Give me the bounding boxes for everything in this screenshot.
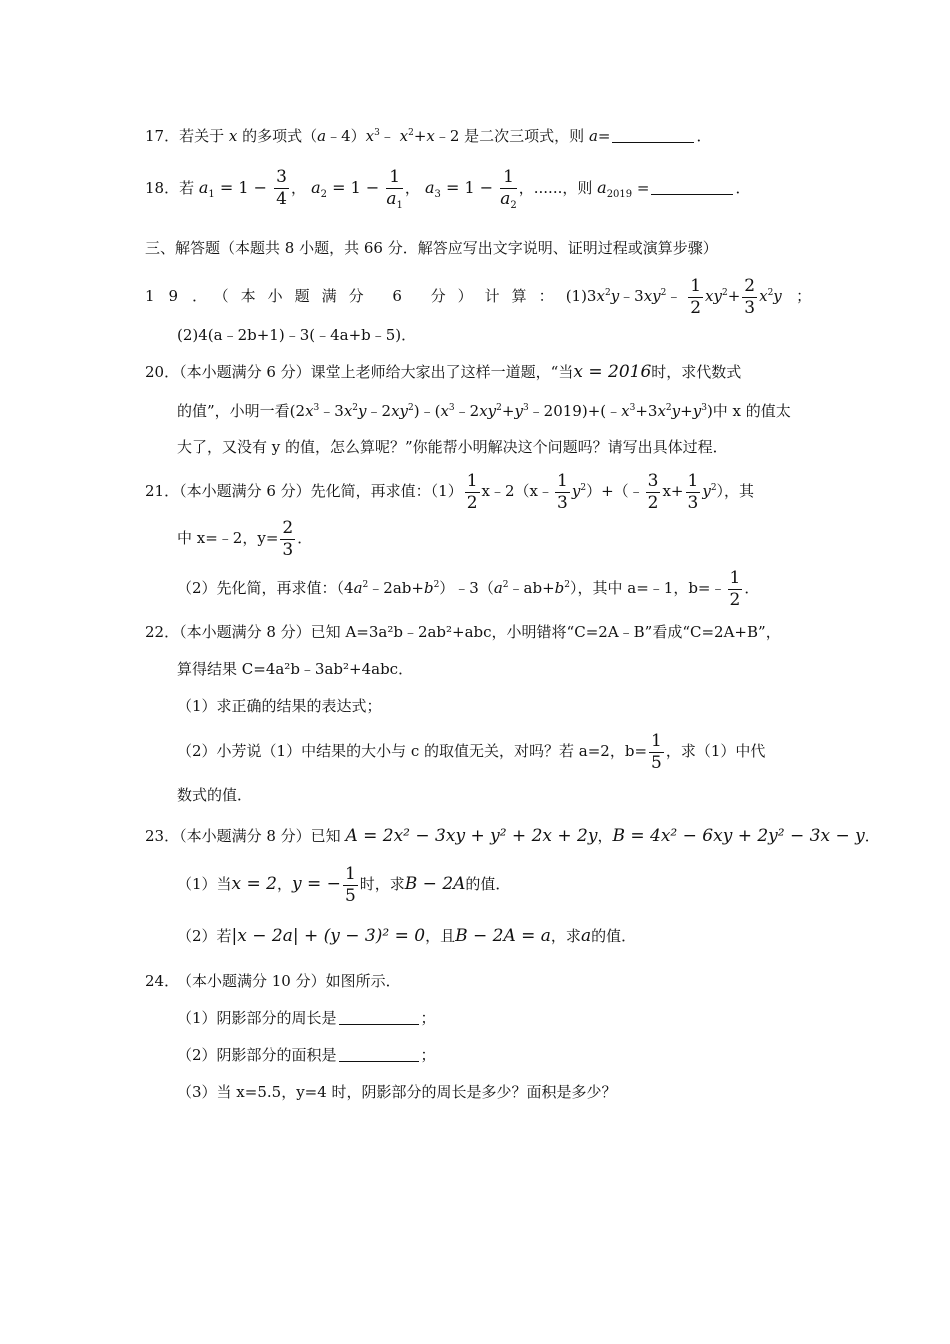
question-20-line1: 20．（本小题满分 6 分）课堂上老师给大家出了这样一道题，“当x = 2016时，求代数式 — [145, 362, 742, 382]
question-23-part1: （1）当x = 2，y = − $\frac{1}{5}$ 时，求B − 2A的值． — [177, 863, 511, 906]
question-17: 17．若关于 x 的多项式$(a﹣4)x^3﹣$ $x^2+x﹣2$ 是二次三项式，则 a= ． — [145, 127, 712, 145]
question-24-line1: 24．（本小题满分 10 分）如图所示． — [145, 972, 401, 990]
fraction: $\frac{1}{5}$ — [651, 730, 662, 773]
question-23-part2: （2）若|x − 2a| + (y − 3)² = 0，且B − 2A = a，求a的值． — [177, 926, 637, 946]
question-22-part2: （2）小芳说（1）中结果的大小与 c 的取值无关，对吗？若 a=2，b= $\frac{1}{5}$ ，求（1）中代 — [177, 730, 766, 773]
question-18: 18．若 $a_1 = 1$ − $\frac{3}{4}$ ， $a_2 = 1$ − $\frac{1}{a_1}$ ， $a_3 = 1$ − $\frac{1}{a_2}$ ，......，则 $a_{2019}$ = ． — [145, 167, 751, 211]
question-20-line2: 的值”，小明一看$(2x^3﹣3x^2y﹣2xy^2)﹣(x^3﹣2xy^2+y^3﹣2019)+(﹣x^3+3x^2y+y^3)$中 x 的值太 — [177, 402, 791, 420]
question-19: 19．（本小题满分 6 分）计算：$(1)3x^2y﹣3xy^2﹣$ $\frac{1}{2}$ $xy^2+$ $\frac{2}{3}$ $x^2y$ ； — [145, 275, 812, 318]
question-21-line2: 中 x=﹣2，y= $\frac{2}{3}$ ． — [177, 517, 313, 560]
fraction: $\frac{2}{3}$ — [282, 517, 294, 560]
question-22-line2: 算得结果 C=4a²b﹣3ab²+4abc． — [177, 660, 414, 678]
question-24-part3: （3）当 x=5.5，y=4 时，阴影部分的周长是多少？面积是多少？ — [177, 1083, 617, 1101]
question-24-part1: （1）阴影部分的周长是 ； — [177, 1009, 436, 1027]
question-22-part1: （1）求正确的结果的表达式； — [177, 697, 382, 715]
fraction: $\frac{2}{3}$ — [744, 275, 756, 318]
fraction: $\frac{3}{4}$ — [276, 167, 287, 209]
fraction: $\frac{1}{5}$ — [344, 863, 356, 906]
question-23-line1: 23．（本小题满分 8 分）已知 A = 2x² − 3xy + y² + 2x + 2y，B = 4x² − 6xy + 2y² − 3x − y． — [145, 826, 880, 846]
question-22-line5: 数式的值． — [177, 786, 253, 804]
fraction: $\frac{1}{2}$ — [466, 470, 478, 513]
question-24-part2: （2）阴影部分的面积是 ； — [177, 1046, 436, 1064]
question-22-line1: 22．（本小题满分 8 分）已知 A=3a²b﹣2ab²+abc，小明错将“C=2A﹣B”看成“C=2A+B”， — [145, 623, 781, 641]
fraction: $\frac{1}{a_2}$ — [500, 167, 517, 211]
answer-blank[interactable] — [651, 180, 733, 195]
fraction: $\frac{1}{2}$ — [690, 275, 702, 318]
fraction: $\frac{3}{2}$ — [647, 470, 659, 513]
answer-blank[interactable] — [339, 1010, 419, 1025]
section-heading: 三、解答题（本题共 8 小题，共 66 分．解答应写出文字说明、证明过程或演算步骤） — [145, 239, 718, 257]
answer-blank[interactable] — [339, 1047, 419, 1062]
question-19-part2: (2)4(a﹣2b+1)﹣3(﹣4a+b﹣5)． — [177, 326, 417, 344]
question-21-part2: （2）先化简，再求值：$(4a^2﹣2ab+b^2)﹣3(a^2﹣ab+b^2)$，其中 a=﹣1，b=﹣ $\frac{1}{2}$ ． — [177, 567, 760, 610]
question-21-line1: 21．（本小题满分 6 分）先化简，再求值：（1） $\frac{1}{2}$ x﹣2（x﹣ $\frac{1}{3}$ $y^2)+(﹣$ $\frac{3}{2}$ x+ $\frac{1}{3}$ $y^2$），其 — [145, 470, 755, 513]
answer-blank[interactable] — [612, 128, 694, 143]
fraction: $\frac{1}{2}$ — [729, 567, 741, 610]
fraction: $\frac{1}{a_1}$ — [386, 167, 403, 211]
fraction: $\frac{1}{3}$ — [687, 470, 699, 513]
fraction: $\frac{1}{3}$ — [557, 470, 568, 513]
question-20-line3: 大了，又没有 y 的值，怎么算呢？”你能帮小明解决这个问题吗？请写出具体过程． — [177, 438, 728, 456]
